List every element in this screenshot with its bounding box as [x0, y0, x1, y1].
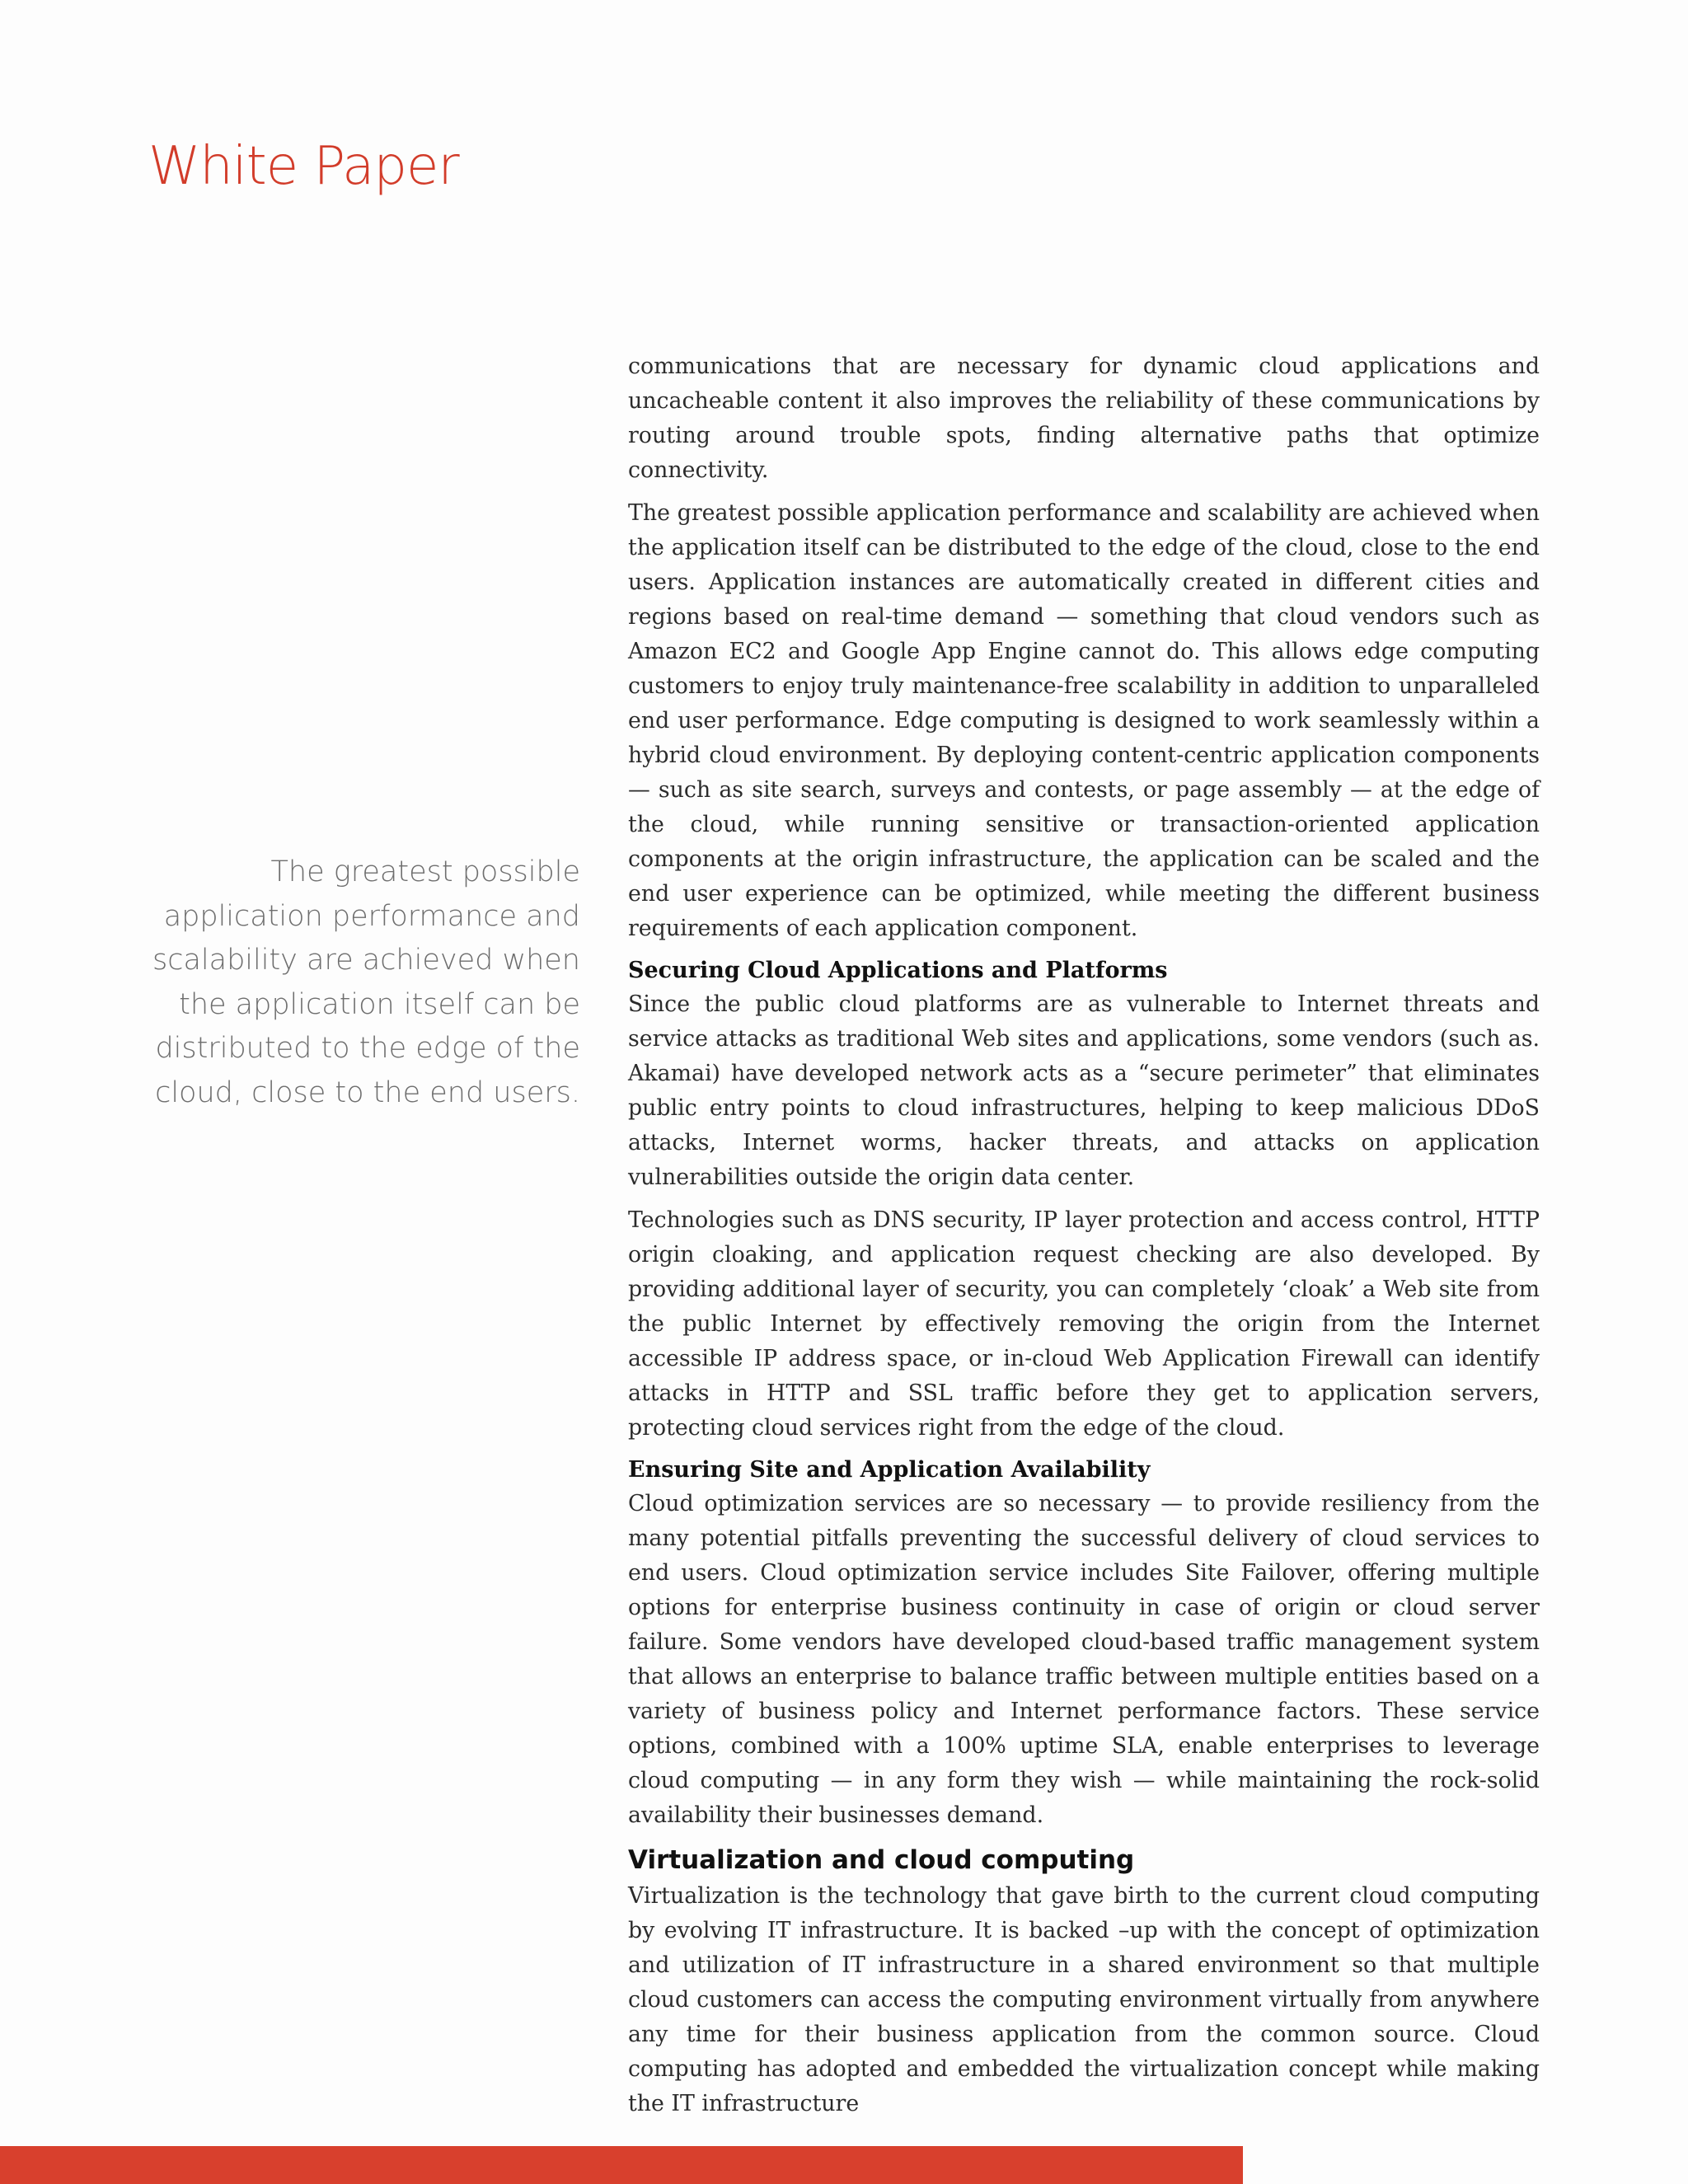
body-paragraph-5: Cloud optimization services are so necessary — to provide resiliency from the many potential pitfalls preventing the successful delivery of cloud services to end users. Cloud optimization service includes Site Failover, offering multiple options for enterprise business continuity in case of origin or cloud server failure. Some vendors have developed cloud-based traffic management system that allows an enterprise to balance traffic between multiple entities based on a variety of business policy and Internet performance factors. These service options, combined with a 100% uptime SLA, enable enterprises to leverage cloud computing — in any form they wish — while maintaining the rock-solid availability their businesses demand.	[628, 1491, 1540, 1828]
body-paragraph-3: Since the public cloud platforms are as vulnerable to Internet threats and service attacks as traditional Web sites and applications, some vendors (such as. Akamai) have developed network acts as a “secure perimeter” that eliminates public entry points to cloud infrastructures, helping to keep malicious DDoS attacks, Internet worms, hacker threats, and attacks on application vulnerabilities outside the origin data center.	[628, 991, 1540, 1190]
footer-accent-bar	[0, 2146, 1243, 2184]
subheading-securing: Securing Cloud Applications and Platforms	[628, 958, 1168, 983]
page-title: White Paper	[148, 136, 459, 197]
section-heading-virtualization: Virtualization and cloud computing	[628, 1845, 1135, 1875]
body-paragraph-1: communications that are necessary for dynamic cloud applications and uncacheable content it also improves the reliability of these communications by routing around trouble spots, finding alternative paths that optimize connectivity.	[628, 354, 1540, 483]
main-body	[628, 349, 1540, 2136]
subheading-availability: Ensuring Site and Application Availability	[628, 1457, 1151, 1483]
pull-quote: The greatest possible application performance and scalability are achieved when the application itself can be distributed to the edge of the cloud, close to the end users.	[152, 855, 580, 1109]
body-paragraph-4: Technologies such as DNS security, IP layer protection and access control, HTTP origin cloaking, and application request checking are also developed. By providing additional layer of security, you can completely ‘cloak’ a Web site from the public Internet by effectively removing the origin from the Internet accessible IP address space, or in-cloud Web Application Firewall can identify attacks in HTTP and SSL traffic before they get to application servers, protecting cloud services right from the edge of the cloud.	[628, 1207, 1540, 1441]
body-paragraph-6: Virtualization is the technology that gave birth to the current cloud computing by evolving IT infrastructure. It is backed –up with the concept of optimization and utilization of IT infrastructure in a shared environment so that multiple cloud customers can access the computing environment virtually from anywhere any time for their business application from the common source. Cloud computing has adopted and embedded the virtualization concept while making the IT infrastructure	[628, 1883, 1540, 2116]
body-paragraph-2: The greatest possible application performance and scalability are achieved when the application itself can be distributed to the edge of the cloud, close to the end users. Application instances are automatically created in different cities and regions based on real-time demand — something that cloud vendors such as Amazon EC2 and Google App Engine cannot do. This allows edge computing customers to enjoy truly maintenance-free scalability in addition to unparalleled end user performance. Edge computing is designed to work seamlessly within a hybrid cloud environment. By deploying content-centric application components — such as site search, surveys and contests, or page assembly — at the edge of the cloud, while running sensitive or transaction-oriented application components at the origin infrastructure, the application can be scaled and the end user experience can be optimized, while meeting the different business requirements of each application component.	[628, 500, 1540, 941]
